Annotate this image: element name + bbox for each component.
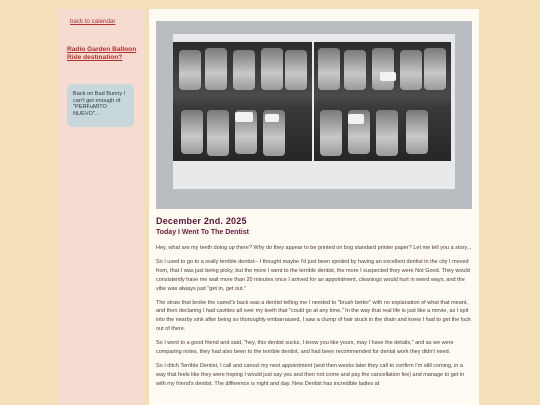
post-title: Today I Went To The Dentist (156, 229, 249, 236)
sidebar (58, 9, 144, 405)
post-paragraph: So I used to go to a really terrible dentist-- I thought maybe I'd just been spoiled by having an excellent dentist in the city I moved from, that I was just being picky, but the more I went to the terrible dentist, the more I suspected they were Not Good. They would consistently have me wait more than 20 minutes once I arrived for an appointment, cleanings would hurt in weird ways, and the vibe was always just "get in, get out." (156, 258, 470, 292)
status-card-text: Back on Bad Bunny I can't get enough of "PERFuMITO NUEVO"... (73, 91, 126, 117)
main-content (149, 9, 479, 405)
post-paragraph: So I went to a good friend and said, "hey, this dentist sucks, I know you like yours, may I have the details," and as we were comparing notes, they had also been to the terrible dentist, and had been recommended for dental work they didn't need. (156, 340, 454, 356)
xray-film-left (173, 42, 312, 161)
post-paragraph: Hey, what are my teeth doing up there? Why do they appear to be printed on bog standard printer paper? Let me tell you a story... (156, 245, 472, 251)
post-date: December 2nd. 2025 (156, 216, 247, 226)
post-paragraph: The straw that broke the camel's back was a dentist telling me I needed to "brush better" with no explanation of what that meant, and then declaring I had cavities all over my teeth that "could go at any time." In the way that real life is just like a movie, as I spit into the nearby sink after being so thoroughly embarrassed, I saw a clump of hair stuck in the drain and knew I had to get the fuck out of there. (156, 299, 471, 333)
sidebar-status-card (67, 84, 134, 127)
post-paragraph: So I ditch Terrible Dentist, I call and cancel my next appointment (and then weeks later they call to confirm I'm still coming, in a way that feels like they were hoping I would just say yes and then not come and pay the cancellation fee) and manage to get in with my friend's dentist. The difference is night and day. New Dentist has incredible ladies at (156, 362, 465, 387)
back-to-calendar-link[interactable]: back to calendar (70, 18, 116, 25)
post-image (156, 21, 472, 209)
sidebar-post-link[interactable]: Radio Garden Balloon Ride destination? (67, 46, 137, 62)
xray-film-right (314, 42, 451, 161)
post-body (156, 244, 474, 394)
